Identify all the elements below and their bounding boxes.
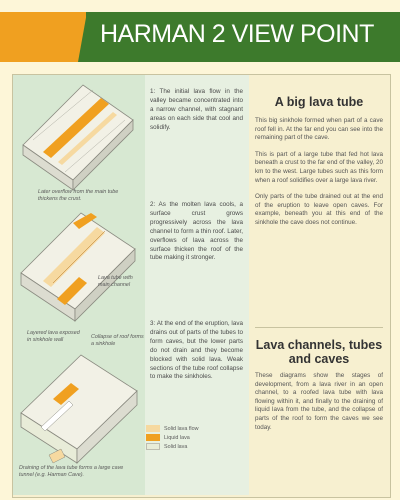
step-3-number: 3:: [150, 320, 156, 327]
step-1-text: The initial lava flow in the valley became concentrated into a narrow channel, with stagnant areas on each side that cool and solidify.: [150, 88, 243, 131]
legend-swatch: [146, 443, 160, 450]
caption-stage-3b: Collapse of roof forms a sinkhole: [91, 334, 144, 347]
diagram-stage-3: [13, 343, 145, 483]
channels-paragraph: These diagrams show the stages of development, from a lava river in an open channel, to a roofed lava tube with lava flowing within it, and finally to the draining of liquid lava from the tube, and the collapse of parts of the roof to form the caves we see today.: [255, 372, 383, 431]
caption-stage-3c: Draining of the lava tube forms a large cave tunnel (e.g. Harman Cave).: [19, 465, 124, 478]
caption-stage-1: Later overflow from the main tube thickens the crust.: [38, 189, 119, 202]
lava-tube-section: [255, 95, 383, 236]
caption-stage-2: Lava tube with main channel: [98, 275, 133, 288]
step-2-number: 2:: [150, 201, 156, 208]
legend-label: Liquid lava: [164, 434, 190, 441]
legend-swatch: [146, 425, 160, 432]
lava-tube-paragraph: This big sinkhole formed when part of a cave roof fell in. At the far end you can see into the remaining part of the cave.: [255, 117, 383, 142]
header-banner: [0, 0, 400, 68]
legend-item: [146, 424, 198, 433]
legend-swatch: [146, 434, 160, 441]
legend-label: Solid lava: [164, 443, 188, 450]
caption-stage-3a: Layered lava exposed in sinkhole wall: [27, 330, 80, 343]
lava-tube-paragraph: This is part of a large tube that fed hot lava beneath a crust to the far end of the valley, 20 km to the west. Large tubes such as this form when a roof solidifies over a large lava river.: [255, 150, 383, 184]
diagram-column: [13, 75, 145, 495]
header-orange-block: [0, 12, 86, 62]
channels-section: [255, 327, 383, 440]
step-1: [150, 88, 243, 133]
legend-label: Solid lava flow: [164, 425, 199, 432]
step-2-text: As the molten lava cools, a surface crust grows progressively across the lava channel to form a thin roof. Later, overflows of lava across the surface thicken the roof of the tube making it stronger.: [150, 201, 243, 262]
legend-item: [146, 433, 198, 442]
legend: [146, 424, 198, 451]
step-1-number: 1:: [150, 88, 156, 95]
diagram-stage-2: [13, 203, 145, 333]
step-3-text: At the end of the eruption, lava drains out of parts of the tubes to form caves, but the lower parts do not drain and they become blocked with solid lava. Weak sections of the tube roof collapse to make the sinkholes.: [150, 320, 243, 381]
lava-tube-heading: A big lava tube: [274, 95, 364, 109]
channels-heading: Lava channels, tubes and caves: [255, 338, 383, 366]
page-title: HARMAN 2 VIEW POINT: [100, 20, 374, 48]
step-3: [150, 320, 243, 382]
legend-item: [146, 442, 198, 451]
lava-tube-paragraph: Only parts of the tube drained out at the end of the eruption to leave open caves. For example, beneath you at this end of the sinkhole the cave does not continue.: [255, 193, 383, 226]
step-2: [150, 201, 243, 263]
